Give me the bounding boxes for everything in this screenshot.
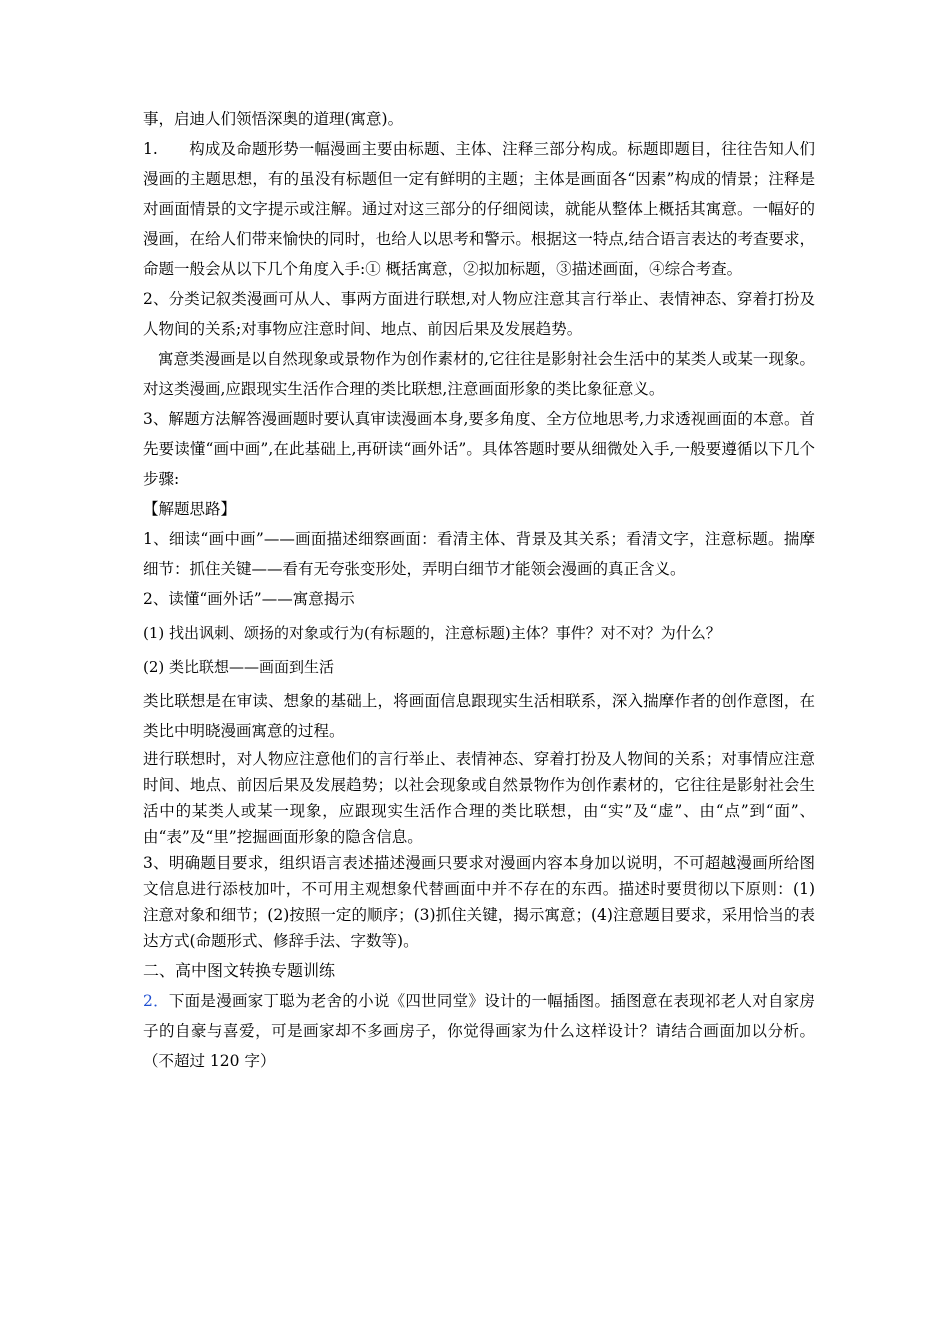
paragraph-composition: 1. 构成及命题形势一幅漫画主要由标题、主体、注释三部分构成。标题即题目，往往告知人们漫画的主题思想，有的虽没有标题但一定有鲜明的主题；主体是画面各“因素”构成的情景；注释是对画面情景的文字提示或注解。通过对这三部分的仔细阅读，就能从整体上概括其寓意。一幅好的漫画，在给人们带来愉快的同时，也给人以思考和警示。根据这一特点,结合语言表达的考查要求，命题一般会从以下几个角度入手:① 概括寓意，②拟加标题，③描述画面，④综合考查。 — [143, 140, 815, 278]
paragraph-intro-end: 事，启迪人们领悟深奥的道理(寓意)。 — [143, 110, 404, 128]
paragraph-narrative-comics: 2、分类记叙类漫画可从人、事两方面进行联想,对人物应注意其言行举止、表情神态、穿着打扮及人物间的关系;对事物应注意时间、地点、前因后果及发展趋势。 — [143, 290, 815, 338]
question-2 — [143, 986, 815, 1076]
question-text: 下面是漫画家丁聪为老舍的小说《四世同堂》设计的一幅插图。插图意在表现祁老人对自家房子的自豪与喜爱，可是画家却不多画房子，你觉得画家为什么这样设计？请结合画面加以分析。（不超过 120 字） — [143, 992, 815, 1070]
question-number: 2． — [143, 992, 169, 1010]
paragraph-method: 3、解题方法解答漫画题时要认真审读漫画本身,要多角度、全方位地思考,力求透视画面的本意。首先要读懂“画中画”,在此基础上,再研读“画外话”。具体答题时要从细微处入手,一般要遵循以下几个步骤: — [143, 410, 815, 488]
paragraph-analogy: 类比联想是在审读、想象的基础上，将画面信息跟现实生活相联系，深入揣摩作者的创作意图，在类比中明晓漫画寓意的过程。 — [143, 692, 815, 740]
paragraph-step-3: 3、明确题目要求，组织语言表述描述漫画只要求对漫画内容本身加以说明，不可超越漫画所给图文信息进行添枝加叶，不可用主观想象代替画面中并不存在的东西。描述时要贯彻以下原则：(1)注意对象和细节；(2)按照一定的顺序；(3)抓住关键，揭示寓意；(4)注意题目要求，采用恰当的表达方式(命题形式、修辞手法、字数等)。 — [143, 854, 815, 950]
paragraph-step-1: 1、细读“画中画”——画面描述细察画面：看清主体、背景及其关系；看清文字，注意标题。揣摩细节：抓住关键——看有无夸张变形处，弄明白细节才能领会漫画的真正含义。 — [143, 530, 815, 578]
heading-solution-approach: 【解题思路】 — [143, 500, 237, 518]
sub-item-1: (1) 找出讽刺、颂扬的对象或行为(有标题的，注意标题)主体？事件？对不对？为什么？ — [143, 624, 721, 642]
section-heading: 二、高中图文转换专题训练 — [143, 961, 336, 980]
paragraph-step-2: 2、读懂“画外话”——寓意揭示 — [143, 590, 355, 608]
paragraph-allegory-comics: 寓意类漫画是以自然现象或景物作为创作素材的,它往往是影射社会生活中的某类人或某一现象。对这类漫画,应跟现实生活作合理的类比联想,注意画面形象的类比象征意义。 — [143, 350, 815, 398]
document-page — [143, 104, 815, 1076]
paragraph-association: 进行联想时，对人物应注意他们的言行举止、表情神态、穿着打扮及人物间的关系；对事情应注意时间、地点、前因后果及发展趋势；以社会现象或自然景物作为创作素材的，它往往是影射社会生活中的某类人或某一现象，应跟现实生活作合理的类比联想，由“实”及“虚”、由“点”到“面”、由“表”及“里”挖掘画面形象的隐含信息。 — [143, 750, 815, 846]
sub-item-2: (2) 类比联想——画面到生活 — [143, 658, 335, 676]
